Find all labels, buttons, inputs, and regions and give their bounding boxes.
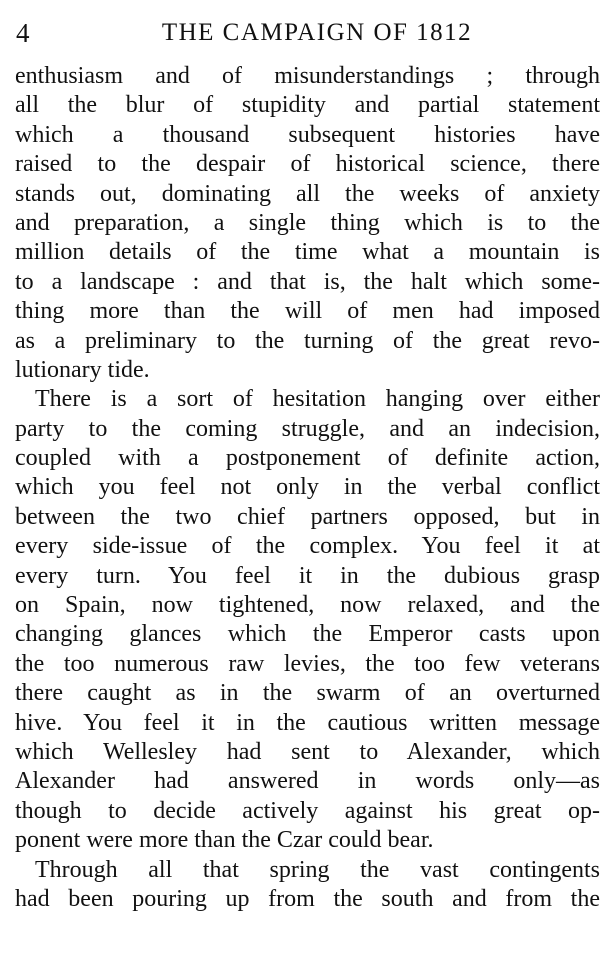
text-line: thing more than the will of men had imposed xyxy=(15,298,600,325)
text-line: though to decide actively against his great op- xyxy=(15,797,600,824)
text-line: between the two chief partners opposed, but in xyxy=(15,503,600,530)
running-title: THE CAMPAIGN OF 1812 xyxy=(161,19,473,46)
text-line: as a preliminary to the turning of the great revo- xyxy=(15,327,600,354)
text-line: Through all that spring the vast contingents xyxy=(35,856,600,883)
text-line: hive. You feel it in the cautious written message xyxy=(15,709,600,736)
text-line: there caught as in the swarm of an overturned xyxy=(15,680,600,707)
text-line: had been pouring up from the south and from the xyxy=(15,885,600,912)
text-line: enthusiasm and of misunderstandings ; through xyxy=(15,63,600,89)
text-line: every side-issue of the complex. You feel it at xyxy=(15,533,600,560)
text-line: ponent were more than the Czar could bear. xyxy=(15,827,434,854)
text-line: which Wellesley had sent to Alexander, which xyxy=(15,738,600,765)
text-line: raised to the despair of historical science, there xyxy=(15,151,600,178)
text-line: stands out, dominating all the weeks of anxiety xyxy=(15,180,600,207)
paragraph xyxy=(15,62,600,385)
text-line: to a landscape : and that is, the halt which some- xyxy=(15,268,600,295)
text-line: million details of the time what a mountain is xyxy=(15,239,600,266)
text-line: lutionary tide. xyxy=(15,356,150,383)
text-line: the too numerous raw levies, the too few veterans xyxy=(15,650,600,677)
text-line: changing glances which the Emperor casts upon xyxy=(15,621,600,648)
text-line: party to the coming struggle, and an indecision, xyxy=(15,415,600,442)
text-line: which you feel not only in the verbal conflict xyxy=(15,474,600,501)
body-text xyxy=(15,62,600,914)
paragraph xyxy=(15,856,600,915)
text-line: which a thousand subsequent histories have xyxy=(15,121,600,148)
text-line: coupled with a postponement of definite action, xyxy=(15,445,600,472)
text-line: every turn. You feel it in the dubious grasp xyxy=(15,562,600,589)
page-header xyxy=(0,12,612,52)
page-number: 4 xyxy=(16,18,30,48)
text-line: and preparation, a single thing which is to the xyxy=(15,209,600,236)
paragraph xyxy=(15,385,600,855)
text-line: Alexander had answered in words only—as xyxy=(15,768,600,795)
text-line: all the blur of stupidity and partial statement xyxy=(15,92,600,119)
text-line: There is a sort of hesitation hanging over either xyxy=(35,386,600,413)
text-line: on Spain, now tightened, now relaxed, and the xyxy=(15,592,600,619)
